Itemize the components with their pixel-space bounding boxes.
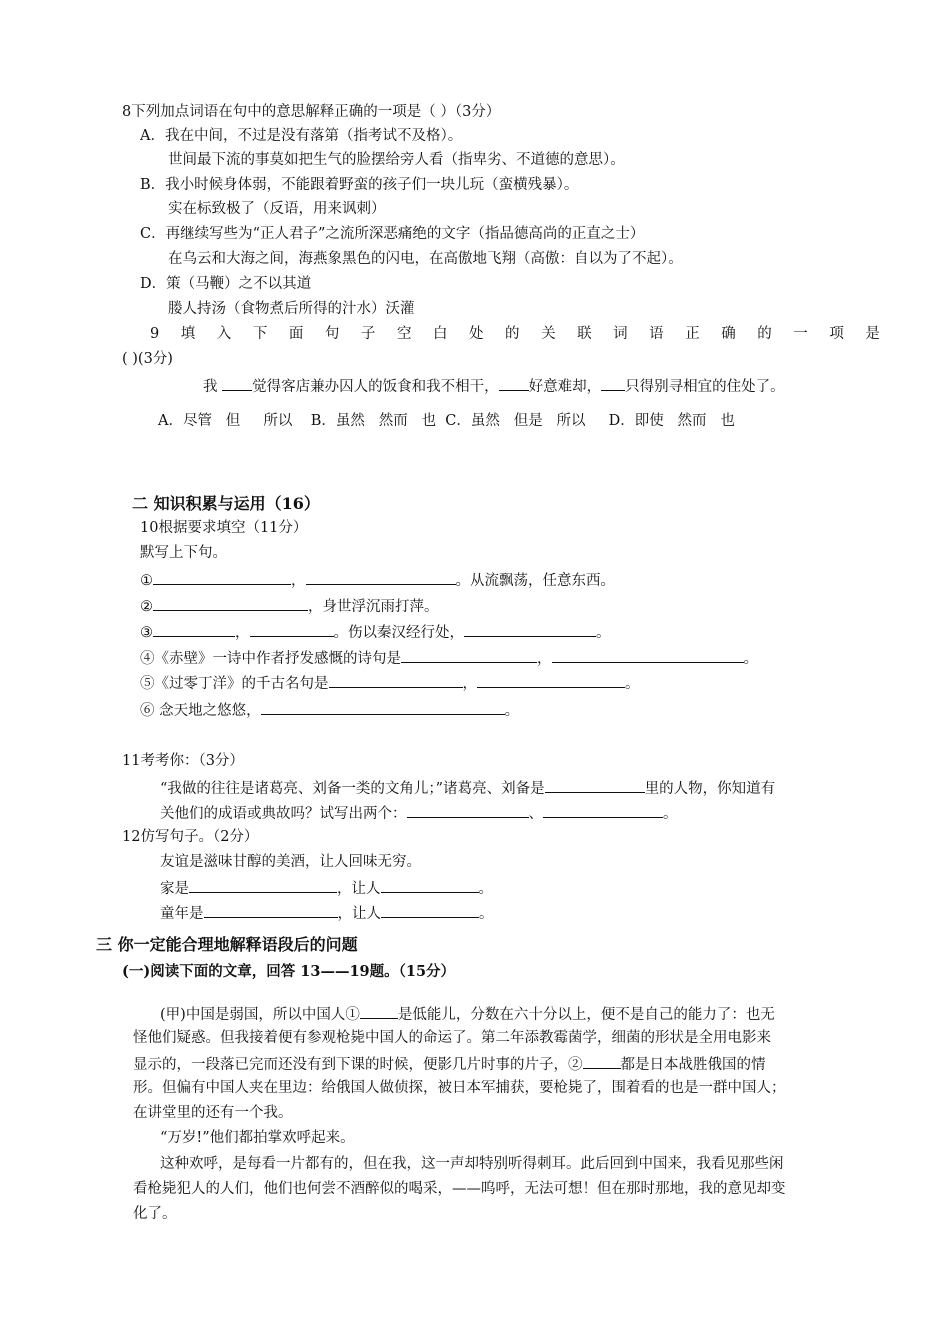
passage-blank-1[interactable] [360,1003,398,1019]
q9-stem-char: 空 [396,326,412,342]
q10-line-5: ⑤《过零丁洋》的千古名句是 ， 。 [140,672,640,694]
q9-stem [150,324,880,344]
q12-blank-2b[interactable] [381,902,479,918]
q9-stem-char: 关 [541,326,556,342]
q9-stem-char: 的 [505,326,520,342]
passage-p1-line1: (甲)中国是弱国，所以中国人① 是低能儿，分数在六十分以上，便不是自己的能力了：也无 [160,1003,775,1025]
q10-line-4: ④《赤壁》一诗中作者抒发感慨的诗句是 ， 。 [140,647,758,669]
q12-line-1: 家是 ，让人 。 [160,877,493,899]
q10-l4-blank-b[interactable] [552,647,744,663]
q9-stem-char: 词 [613,326,628,342]
q8-stem: 8下列加点词语在句中的意思解释正确的一项是（ ）（3分） [122,104,501,120]
section3-title: 三 你一定能合理地解释语段后的问题 [96,935,358,954]
q9-blank-3[interactable] [601,375,625,391]
q8-option-a-line1: A．我在中间，不过是没有落第（指考试不及格）。 [140,128,463,144]
section2-title: 二 知识积累与运用（16） [132,494,320,513]
q8-option-d-line2: 媵人持汤（食物煮后所得的汁水）沃灌 [168,301,415,317]
q10-l3-blank-b[interactable] [250,621,334,637]
q12-blank-1a[interactable] [189,877,337,893]
q8-option-c-line1: C．再继续写些为“正人君子”之流所深恶痛绝的文字（指品德高尚的正直之士） [140,226,645,242]
q10-subtitle: 默写上下句。 [140,545,227,561]
passage-p2: “万岁!”他们都拍掌欢呼起来。 [160,1130,355,1146]
q9-stem-char: 入 [216,326,232,342]
q10-l5-blank-b[interactable] [477,672,625,688]
q9-stem-char: 确 [721,326,736,342]
q8-option-d-line1: D．策（马鞭）之不以其道 [140,276,312,292]
q9-stem-char: 子 [360,326,376,342]
q9-blank-2[interactable] [499,375,529,391]
q9-stem-char: 是 [865,326,880,342]
q9-stem-char: 语 [649,326,664,342]
q10-l1-blank-a[interactable] [153,569,291,585]
q10-line-3: ③ ， 。伤以秦汉经行处， 。 [140,621,611,643]
q8-option-a-line2: 世间最下流的事莫如把生气的脸摆给旁人看（指卑劣、不道德的意思）。 [168,152,625,168]
q9-stem-char: 处 [469,326,484,342]
q10-l5-blank-a[interactable] [329,672,463,688]
q9-stem-char: 正 [685,326,700,342]
q9-stem-char: 下 [252,326,268,342]
q10-line-6: ⑥ 念天地之悠悠， 。 [140,699,519,721]
q10-l2-blank[interactable] [153,595,308,611]
section3-subtitle: (一)阅读下面的文章，回答 13——19题。（15分） [122,963,456,980]
q10-line-2: ② ，身世浮沉雨打萍。 [140,595,439,617]
q8-option-c-line2: 在乌云和大海之间，海燕象黑色的闪电，在高傲地飞翔（高傲：自以为了不起）。 [168,251,683,267]
passage-p3-line3: 化了。 [133,1206,177,1222]
q9-stem-char: 面 [288,326,304,342]
q9-stem-char: 填 [180,326,196,342]
q10-l4-blank-a[interactable] [401,647,537,663]
q11-blank-3[interactable] [543,802,663,818]
q12-blank-1b[interactable] [381,877,479,893]
q9-stem-char: 联 [577,326,592,342]
q8-option-b-line1: B．我小时候身体弱，不能跟着野蛮的孩子们一块儿玩（蛮横残暴）。 [140,177,579,193]
q9-stem-char: 白 [432,326,448,342]
q10-l3-blank-a[interactable] [153,621,235,637]
q11-blank-1[interactable] [545,777,645,793]
q9-sentence: 我 觉得客店兼办囚人的饭食和我不相干， 好意难却， 只得别寻相宜的住处了。 [203,375,785,397]
q9-stem-char: 一 [793,326,808,342]
q9-options: A．尽管 但 所以 B．虽然 然而 也 C．虽然 但是 所以 D．即使 然而 也 [158,413,735,429]
q9-stem-tail: ( )(3分) [122,351,173,367]
q10-line-1: ① ， 。从流飘荡，任意东西。 [140,569,615,591]
q11-title: 11考考你：（3分） [122,753,244,769]
q11-blank-2[interactable] [407,802,529,818]
passage-p1-line3: 显示的，一段落已完而还没有到下课的时候，便影几片时事的片子，② 都是日本战胜俄国的情 [133,1053,766,1075]
q11-line-1: “我做的往往是诸葛亮、刘备一类的文角儿；”诸葛亮、刘备是 里的人物，你知道有 [160,777,775,799]
q9-stem-char: 句 [324,326,340,342]
q10-l6-blank[interactable] [261,699,505,715]
passage-blank-2[interactable] [583,1053,621,1069]
q12-title: 12仿写句子。（2分） [122,829,259,845]
passage-p3-line2: 看枪毙犯人的人们，他们也何尝不酒醉似的喝采，——呜呼，无法可想！但在那时那地，我的意见却变 [133,1181,786,1197]
q10-l1-blank-b[interactable] [306,569,456,585]
q10-l3-blank-c[interactable] [464,621,596,637]
passage-p1-line2: 怪他们疑惑。但我接着便有参观枪毙中国人的命运了。第二年添教霉菌学，细菌的形状是全用电影来 [133,1030,771,1046]
passage-p3-line1: 这种欢呼，是每看一片都有的，但在我，这一声却特别听得刺耳。此后回到中国来，我看见那些闲 [160,1156,784,1172]
q12-line-2: 童年是 ，让人 。 [160,902,494,924]
q10-title: 10根据要求填空（11分） [140,520,308,536]
q9-stem-char: 9 [150,326,160,342]
passage-p1-line4: 形。但偏有中国人夹在里边：给俄国人做侦探，被日本军捕获，要枪毙了，围着看的也是一群中国人； [133,1080,786,1096]
q12-blank-2a[interactable] [204,902,338,918]
q8-option-b-line2: 实在标致极了（反语，用来讽刺） [168,201,386,217]
q9-blank-1[interactable] [222,375,252,391]
passage-p1-line5: 在讲堂里的还有一个我。 [133,1105,293,1121]
q9-stem-char: 的 [757,326,772,342]
q11-line-2: 关他们的成语或典故吗？试写出两个： 、 。 [160,802,678,824]
q9-stem-char: 项 [829,326,844,342]
q12-example: 友谊是滋味甘醇的美酒，让人回味无穷。 [160,854,421,870]
